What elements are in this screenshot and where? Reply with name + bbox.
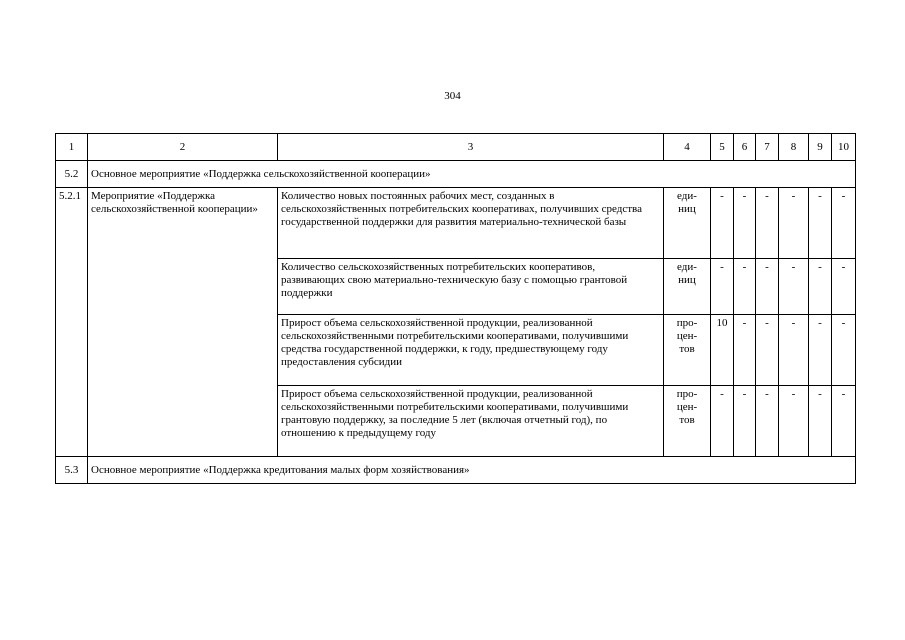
value-cell: - bbox=[779, 188, 809, 259]
header-cell: 10 bbox=[832, 134, 856, 161]
indicator-text: Количество сельскохозяйственных потребительских кооперативов, развивающих свою материально-техническую базу с помощью грантовой поддержки bbox=[278, 259, 664, 315]
item-name: Мероприятие «Поддержка сельскохозяйственной кооперации» bbox=[88, 188, 278, 457]
unit-line: про- bbox=[676, 388, 698, 400]
value-cell: 10 bbox=[711, 315, 734, 386]
indicator-text: Прирост объема сельскохозяйственной продукции, реализованной сельскохозяйственными потребительскими кооперативами, получившими грантовую поддержку, за последние 5 лет (включая отчетный год), по отношению к предыдущему году bbox=[278, 386, 664, 457]
section-row bbox=[56, 161, 856, 188]
value-cell: - bbox=[779, 259, 809, 315]
value-cell: - bbox=[756, 315, 779, 386]
value-cell: - bbox=[734, 259, 756, 315]
header-row bbox=[56, 134, 856, 161]
header-cell: 9 bbox=[809, 134, 832, 161]
header-cell: 4 bbox=[664, 134, 711, 161]
value-cell: - bbox=[809, 188, 832, 259]
value-cell: - bbox=[734, 315, 756, 386]
unit-line: цен- bbox=[676, 401, 698, 413]
unit-line: тов bbox=[679, 343, 695, 355]
unit-line: еди- bbox=[677, 261, 697, 273]
unit-cell bbox=[664, 315, 711, 386]
section-number: 5.3 bbox=[56, 457, 88, 484]
header-cell: 7 bbox=[756, 134, 779, 161]
header-cell: 8 bbox=[779, 134, 809, 161]
unit-line: цен- bbox=[676, 330, 698, 342]
page-number: 304 bbox=[444, 90, 461, 102]
value-cell: - bbox=[809, 386, 832, 457]
header-cell: 1 bbox=[56, 134, 88, 161]
indicator-text: Количество новых постоянных рабочих мест, созданных в сельскохозяйственных потребительских кооперативах, получивших средства государственной поддержки для развития материально-технической базы bbox=[278, 188, 664, 259]
header-cell: 5 bbox=[711, 134, 734, 161]
value-cell: - bbox=[756, 188, 779, 259]
value-cell: - bbox=[711, 259, 734, 315]
unit-line: тов bbox=[679, 414, 695, 426]
value-cell: - bbox=[832, 259, 856, 315]
header-cell: 6 bbox=[734, 134, 756, 161]
section-row bbox=[56, 457, 856, 484]
value-cell: - bbox=[711, 386, 734, 457]
unit-cell bbox=[664, 188, 711, 259]
value-cell: - bbox=[809, 259, 832, 315]
section-title: Основное мероприятие «Поддержка кредитования малых форм хозяйствования» bbox=[88, 457, 856, 484]
unit-line: еди- bbox=[677, 190, 697, 202]
unit-cell bbox=[664, 386, 711, 457]
value-cell: - bbox=[734, 386, 756, 457]
unit-cell bbox=[664, 259, 711, 315]
indicator-text: Прирост объема сельскохозяйственной продукции, реализованной сельскохозяйственными потребительскими кооперативами, получившими средства государственной поддержки, к году, предшествующему году предоставления субсидии bbox=[278, 315, 664, 386]
value-cell: - bbox=[779, 315, 809, 386]
value-cell: - bbox=[832, 386, 856, 457]
value-cell: - bbox=[756, 386, 779, 457]
indicators-table bbox=[55, 133, 856, 484]
value-cell: - bbox=[832, 188, 856, 259]
value-cell: - bbox=[756, 259, 779, 315]
header-cell: 3 bbox=[278, 134, 664, 161]
value-cell: - bbox=[734, 188, 756, 259]
value-cell: - bbox=[809, 315, 832, 386]
value-cell: - bbox=[711, 188, 734, 259]
item-number: 5.2.1 bbox=[56, 188, 88, 457]
value-cell: - bbox=[832, 315, 856, 386]
section-number: 5.2 bbox=[56, 161, 88, 188]
header-cell: 2 bbox=[88, 134, 278, 161]
section-title: Основное мероприятие «Поддержка сельскохозяйственной кооперации» bbox=[88, 161, 856, 188]
unit-line: ниц bbox=[678, 274, 696, 286]
table-row bbox=[56, 188, 856, 259]
unit-line: про- bbox=[676, 317, 698, 329]
value-cell: - bbox=[779, 386, 809, 457]
unit-line: ниц bbox=[678, 203, 696, 215]
